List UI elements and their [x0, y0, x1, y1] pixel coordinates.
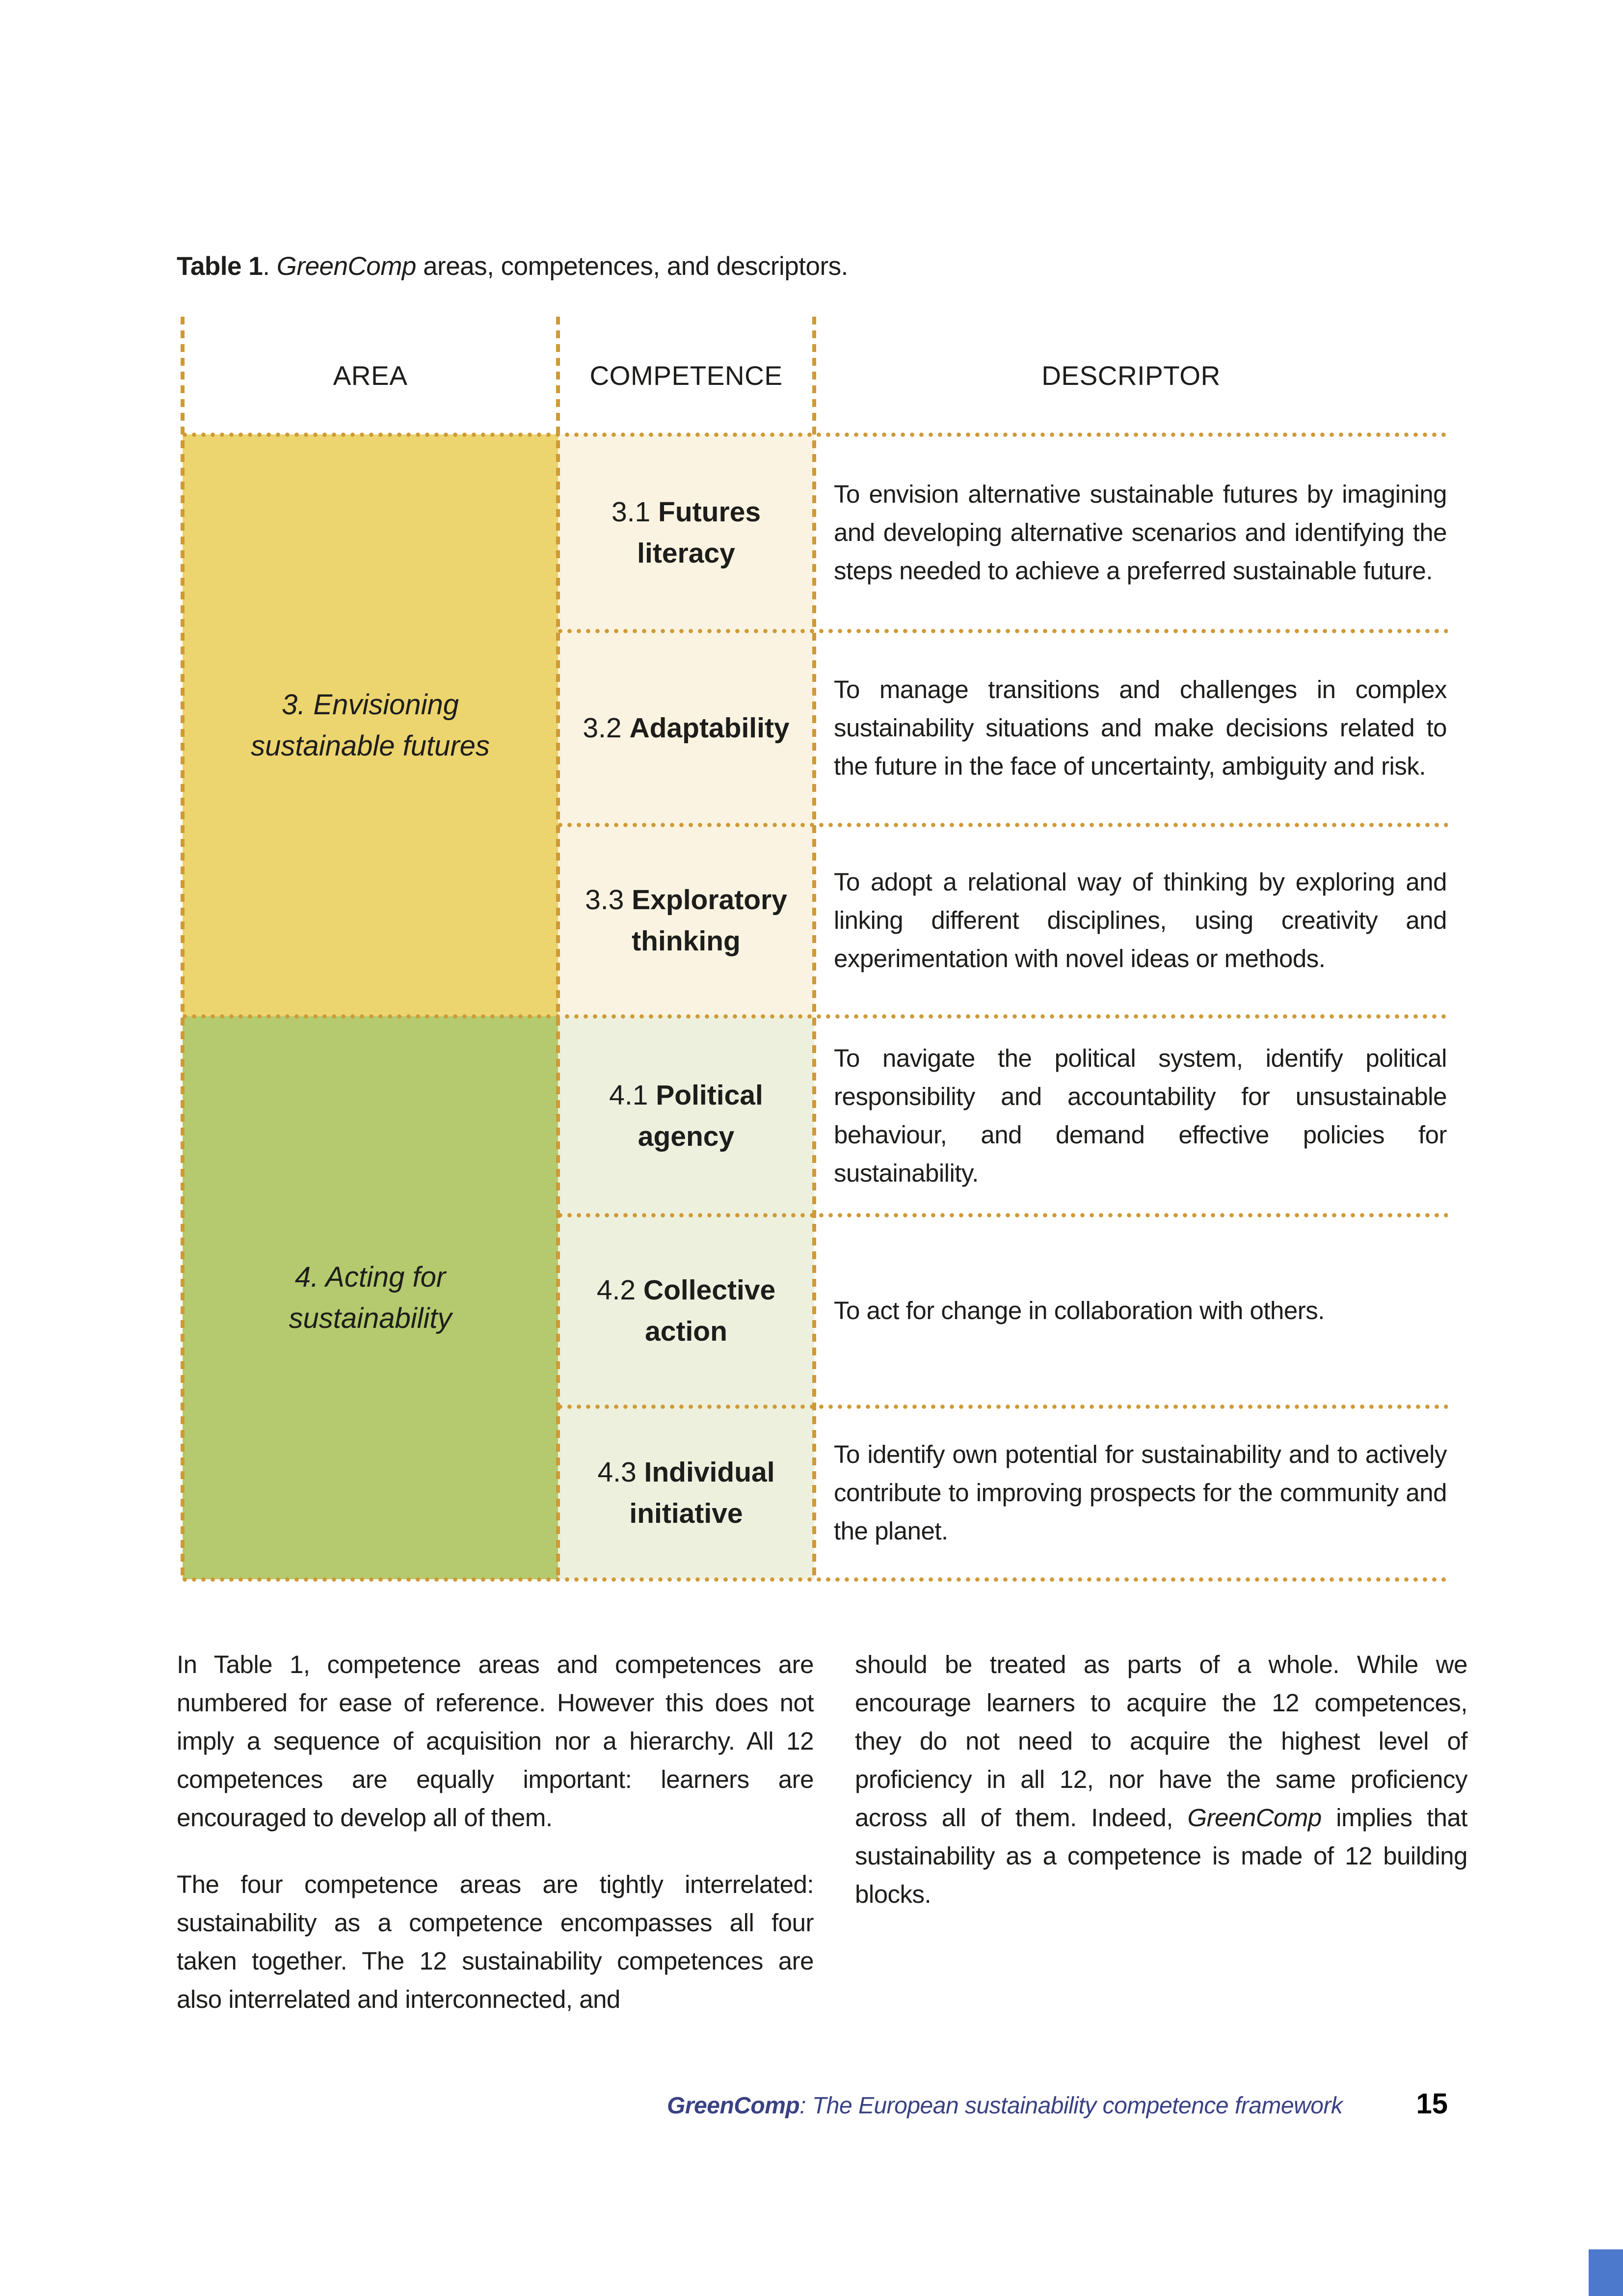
page-number: 15: [1416, 2088, 1448, 2120]
dotted-rule-row-4-2: [558, 1405, 1448, 1409]
descriptor-cell-3-3: [814, 825, 1448, 1016]
body-column-right: [855, 1646, 1467, 1942]
body-paragraph: The four competence areas are tightly interrelated: sustainability as a competence encompasses all four taken together. The 12 sustainability competences are also interrelated and interconnected, and: [177, 1870, 814, 2013]
competence-name: Collective action: [643, 1274, 776, 1347]
descriptor-cell-3-2: [814, 631, 1448, 825]
table-caption: [177, 251, 848, 281]
body-text-work-title: GreenComp: [1187, 1804, 1322, 1832]
dotted-border-bottom: [183, 1577, 1448, 1582]
area-cell-acting: 4. Acting for sustainability: [183, 1016, 558, 1579]
body-text-before: should be treated as parts of a whole. While we encourage learners to acquire the 12 competences, they do not need to acquire the highest level of proficiency in all 12, nor have the same proficiency across all of them. Indeed,: [855, 1650, 1467, 1832]
greencomp-table: [183, 317, 1448, 1579]
dotted-border-left: [181, 317, 185, 1579]
competence-number: 3.3: [585, 884, 624, 916]
page-edge-tab: [1589, 2249, 1623, 2296]
competence-number: 3.2: [583, 712, 622, 744]
dotted-divider-area-comp: [556, 317, 560, 1579]
descriptor-cell-4-1: [814, 1016, 1448, 1215]
footer-title-rest: : The European sustainability competence framework: [799, 2093, 1343, 2119]
competence-cell-4-1: [558, 1016, 814, 1215]
competence-name: Political agency: [638, 1079, 763, 1152]
descriptor-text: To adopt a relational way of thinking by exploring and linking different disciplines, using creativity and experimentation with novel ideas or methods.: [834, 868, 1447, 972]
descriptor-cell-4-3: [814, 1406, 1448, 1579]
body-paragraph: [855, 1646, 1467, 1914]
dotted-rule-area-split: [183, 1014, 1448, 1019]
competence-cell-3-1: [558, 434, 814, 631]
dotted-rule-row-4-1: [558, 1213, 1448, 1217]
descriptor-text: To navigate the political system, identify political responsibility and accountability for unsustainable behaviour, and demand effective policies for sustainability.: [834, 1044, 1447, 1187]
competence-name: Adaptability: [629, 712, 790, 744]
competence-name: Futures literacy: [637, 496, 761, 569]
dotted-divider-comp-desc: [812, 317, 816, 1579]
descriptor-text: To act for change in collaboration with others.: [834, 1297, 1325, 1324]
body-column-left: [177, 1646, 814, 2047]
descriptor-text: To identify own potential for sustainability and to actively contribute to improving prospects for the community and the planet.: [834, 1440, 1447, 1545]
body-paragraph: In Table 1, competence areas and competences are numbered for ease of reference. However this does not imply a sequence of acquisition nor a hierarchy. All 12 competences are equally important: learners are encouraged to develop all of them.: [177, 1650, 814, 1832]
competence-number: 4.3: [597, 1457, 637, 1488]
descriptor-cell-3-1: [814, 434, 1448, 631]
competence-name: Exploratory thinking: [632, 884, 787, 957]
competence-number: 3.1: [611, 496, 651, 528]
dotted-rule-row-3-2: [558, 823, 1448, 827]
descriptor-cell-4-2: [814, 1215, 1448, 1406]
competence-cell-3-3: [558, 825, 814, 1016]
footer-running-title: [667, 2092, 1342, 2119]
competence-name: Individual initiative: [629, 1457, 775, 1529]
descriptor-text: To manage transitions and challenges in complex sustainability situations and make decisions related to the future in the face of uncertainty, ambiguity and risk.: [834, 675, 1447, 780]
table-caption-rest: areas, competences, and descriptors.: [416, 252, 848, 281]
descriptor-text: To envision alternative sustainable futures by imagining and developing alternative scenarios and identifying the steps needed to achieve a preferred sustainable future.: [834, 480, 1447, 585]
dotted-rule-under-header: [183, 432, 1448, 437]
column-header-area: AREA: [183, 317, 558, 434]
table-caption-separator: .: [263, 252, 277, 281]
table-caption-label: Table 1: [177, 252, 263, 281]
footer-brand: GreenComp: [667, 2093, 800, 2119]
area-cell-envisioning: 3. Envisioning sustainable futures: [183, 434, 558, 1016]
dotted-rule-row-3-1: [558, 629, 1448, 633]
competence-cell-4-3: [558, 1406, 814, 1579]
body-text-after: implies that sustainability as a competence is made of 12 building blocks.: [855, 1804, 1468, 1908]
page-footer: [667, 2087, 1448, 2120]
table-caption-work-title: GreenComp: [276, 252, 416, 281]
column-header-descriptor: DESCRIPTOR: [814, 317, 1448, 434]
competence-number: 4.1: [609, 1079, 648, 1111]
column-header-competence: COMPETENCE: [558, 317, 814, 434]
competence-number: 4.2: [596, 1274, 636, 1306]
competence-cell-3-2: [558, 631, 814, 825]
competence-cell-4-2: [558, 1215, 814, 1406]
